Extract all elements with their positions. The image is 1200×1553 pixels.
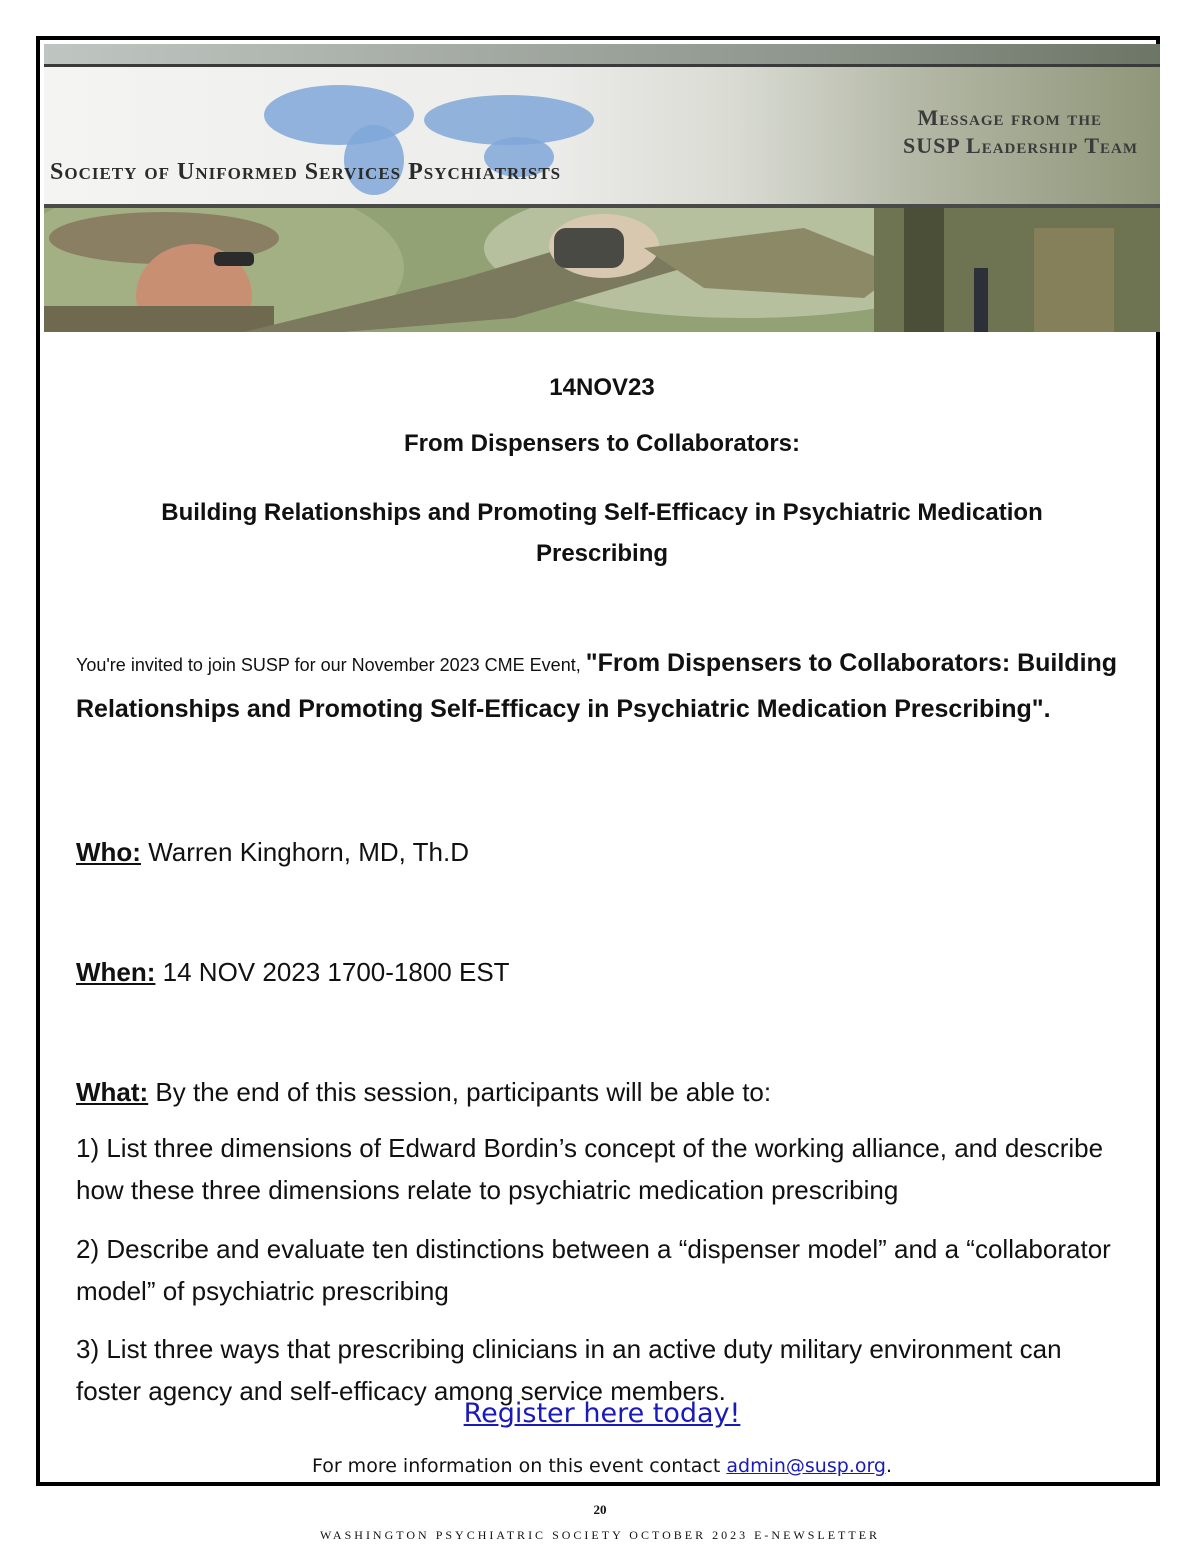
- contact-line: [76, 1455, 1128, 1477]
- event-time: 14 NOV 2023 1700-1800 EST: [155, 957, 510, 987]
- when-row: [76, 957, 1128, 988]
- who-label: Who:: [76, 837, 141, 867]
- event-title-line1: From Dispensers to Collaborators:: [403, 430, 801, 457]
- objective-item: 3) List three ways that prescribing clinicians in an active duty military environment can foster agency and self-efficacy among service members.: [76, 1334, 1062, 1406]
- page-number: 20: [593, 1502, 607, 1517]
- event-title-line2: Building Relationships and Promoting Self-Efficacy in Psychiatric Medication Prescribing: [161, 499, 1043, 567]
- speaker-name: Warren Kinghorn, MD, Th.D: [140, 837, 469, 867]
- society-name: Society of Uniformed Services Psychiatrists: [50, 159, 562, 185]
- soldiers-handshake-illustration: [44, 208, 1160, 332]
- banner-top-band: [44, 44, 1160, 64]
- header-banner: [44, 44, 1160, 332]
- register-link[interactable]: Register here today!: [463, 1398, 741, 1429]
- when-label: When:: [76, 957, 156, 987]
- objective-item: 1) List three dimensions of Edward Bordin’s concept of the working alliance, and describe how these three dimensions relate to psychiatric medication prescribing: [76, 1133, 1104, 1205]
- who-row: [76, 837, 1128, 868]
- invitation-paragraph: [76, 642, 1128, 734]
- contact-email-link[interactable]: admin@susp.org: [726, 1455, 886, 1477]
- message-heading-line1: Message from the: [917, 105, 1102, 130]
- what-row: [76, 1077, 1128, 1108]
- what-label: What:: [76, 1077, 149, 1107]
- banner-title-band: [44, 67, 1160, 204]
- what-intro: By the end of this session, participants will be able to:: [148, 1077, 772, 1107]
- objective-item: 2) Describe and evaluate ten distinctions between a “dispenser model” and a “collaborator model” of psychiatric prescribing: [76, 1234, 1111, 1306]
- event-date: 14NOV23: [549, 374, 655, 401]
- contact-period: .: [886, 1455, 893, 1477]
- contact-text: For more information on this event contact: [311, 1455, 727, 1477]
- banner-photo: [44, 208, 1160, 332]
- message-heading-line2: SUSP Leadership Team: [902, 133, 1138, 158]
- invitation-text: You're invited to join SUSP for our November 2023 CME Event,: [76, 655, 586, 675]
- newsletter-footer: WASHINGTON PSYCHIATRIC SOCIETY OCTOBER 2023 E-NEWSLETTER: [319, 1528, 881, 1542]
- invitation-event-title: "From Dispensers to Collaborators: Building Relationships and Promoting Self-Efficacy in Psychiatric Medication Prescribing".: [76, 649, 1118, 723]
- page-frame: [36, 36, 1160, 1486]
